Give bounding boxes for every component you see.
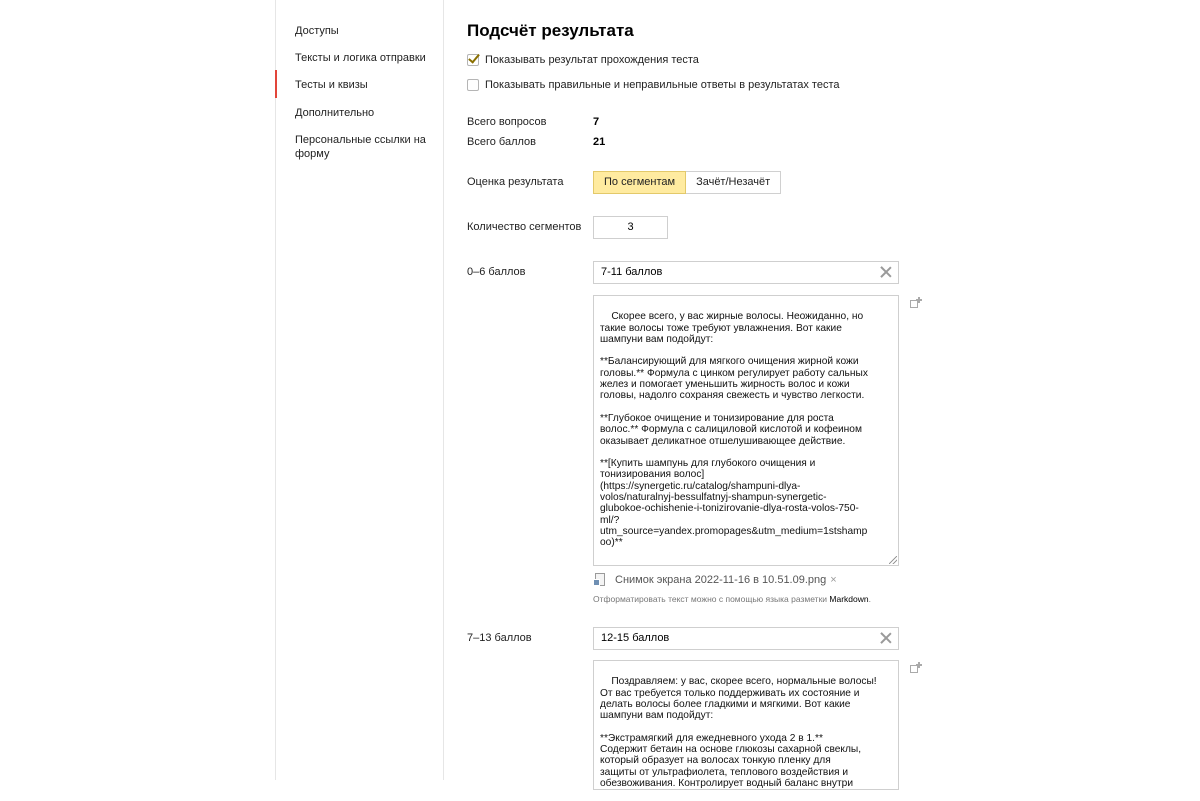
show-answers-option[interactable] bbox=[467, 79, 840, 91]
markdown-link[interactable]: Markdown bbox=[829, 594, 869, 604]
sidebar-item-personal-links[interactable]: Персональные ссылки на форму bbox=[295, 134, 426, 160]
total-questions-label: Всего вопросов bbox=[467, 116, 547, 128]
active-indicator bbox=[275, 70, 277, 98]
evaluation-switch bbox=[593, 171, 781, 194]
segment-title-value: 7-11 баллов bbox=[601, 266, 663, 278]
show-result-label: Показывать результат прохождения теста bbox=[485, 54, 699, 66]
image-file-icon bbox=[593, 573, 607, 587]
segment-range-label: 0–6 баллов bbox=[467, 266, 526, 278]
show-result-option[interactable] bbox=[467, 54, 699, 66]
sidebar-item-texts-logic[interactable]: Тексты и логика отправки bbox=[295, 52, 426, 64]
segment-title-value: 12-15 баллов bbox=[601, 632, 670, 644]
add-image-icon[interactable] bbox=[910, 662, 922, 673]
segment-description-textarea[interactable] bbox=[593, 660, 899, 790]
clear-icon[interactable] bbox=[879, 265, 893, 279]
sidebar-item-access[interactable]: Доступы bbox=[295, 25, 339, 37]
attached-file bbox=[593, 573, 837, 587]
sidebar-item-additional[interactable]: Дополнительно bbox=[295, 107, 375, 119]
markdown-hint bbox=[593, 594, 871, 604]
page-title: Подсчёт результата bbox=[467, 21, 634, 40]
markdown-hint-text: Отформатировать текст можно с помощью языка разметки bbox=[593, 594, 830, 604]
clear-icon[interactable] bbox=[879, 631, 893, 645]
markdown-hint-end: . bbox=[868, 594, 871, 604]
segment-title-input[interactable] bbox=[593, 627, 899, 650]
segment-description-textarea[interactable] bbox=[593, 295, 899, 566]
total-points-label: Всего баллов bbox=[467, 136, 536, 148]
content-divider bbox=[443, 0, 444, 780]
by-segments-button[interactable]: По сегментам bbox=[593, 171, 686, 194]
total-questions-value: 7 bbox=[593, 116, 600, 128]
add-image-icon[interactable] bbox=[910, 297, 922, 308]
segment-title-input[interactable] bbox=[593, 261, 899, 284]
remove-file-icon[interactable]: × bbox=[830, 574, 837, 586]
result-calculation-panel bbox=[467, 0, 1200, 789]
attached-file-name[interactable]: Снимок экрана 2022-11-16 в 10.51.09.png bbox=[615, 574, 827, 586]
pass-fail-button[interactable]: Зачёт/Незачёт bbox=[686, 171, 781, 194]
segment-count-label: Количество сегментов bbox=[467, 221, 582, 233]
segment-count-input[interactable]: 3 bbox=[593, 216, 668, 239]
evaluation-label: Оценка результата bbox=[467, 176, 564, 188]
segment-description-text: Поздравляем: у вас, скорее всего, нормальные волосы! От вас требуется только поддерживать их состояние и делать волосы более гладкими и мягкими. Вот какие шампуни вам подойдут: **Экстрамягкий для ежедневного ухода 2 в 1.** Содержит бетаин на основе глюкозы сахарной свеклы, который образует на волосах тонкую пленку для защиты от ультрафиолета, теплового воздействия и обезвоживания. Контролирует водный баланс внутри bbox=[600, 676, 877, 789]
sidebar-item-tests-quizzes[interactable]: Тесты и квизы bbox=[295, 79, 368, 91]
show-answers-label: Показывать правильные и неправильные ответы в результатах теста bbox=[485, 79, 840, 91]
segment-description-text: Скорее всего, у вас жирные волосы. Неожиданно, но такие волосы тоже требуют увлажнения. Вот какие шампуни вам подойдут: **Балансирующий для мягкого очищения жирной кожи головы.** Формула с цинком регулирует работу сальных желез и помогает уменьшить жирность волос и кожи головы, надолго сохраняя свежесть и чувство легкости. **Глубокое очищение и тонизирование для роста волос.** Формула с салициловой кислотой и кофеином оказывает деликатное отшелушивающее действие. **[Купить шампунь для глубокого очищения и тонизирования волос] (https://synergetic.ru/catalog/shampuni-dlya- volos/naturalnyj-bessulfatnyj-shampun-synergetic- glubokoe-ochishenie-i-tonizirovanie-dlya-rosta-volos-750- ml/? utm_source=yandex.promopages&utm_medium=1stshamp oo)** bbox=[600, 311, 868, 549]
resize-handle-icon[interactable] bbox=[889, 556, 897, 564]
segment-range-label: 7–13 баллов bbox=[467, 632, 532, 644]
show-answers-checkbox[interactable] bbox=[467, 79, 479, 91]
settings-sidebar bbox=[276, 0, 443, 780]
total-points-value: 21 bbox=[593, 136, 606, 148]
show-result-checkbox[interactable] bbox=[467, 54, 479, 66]
